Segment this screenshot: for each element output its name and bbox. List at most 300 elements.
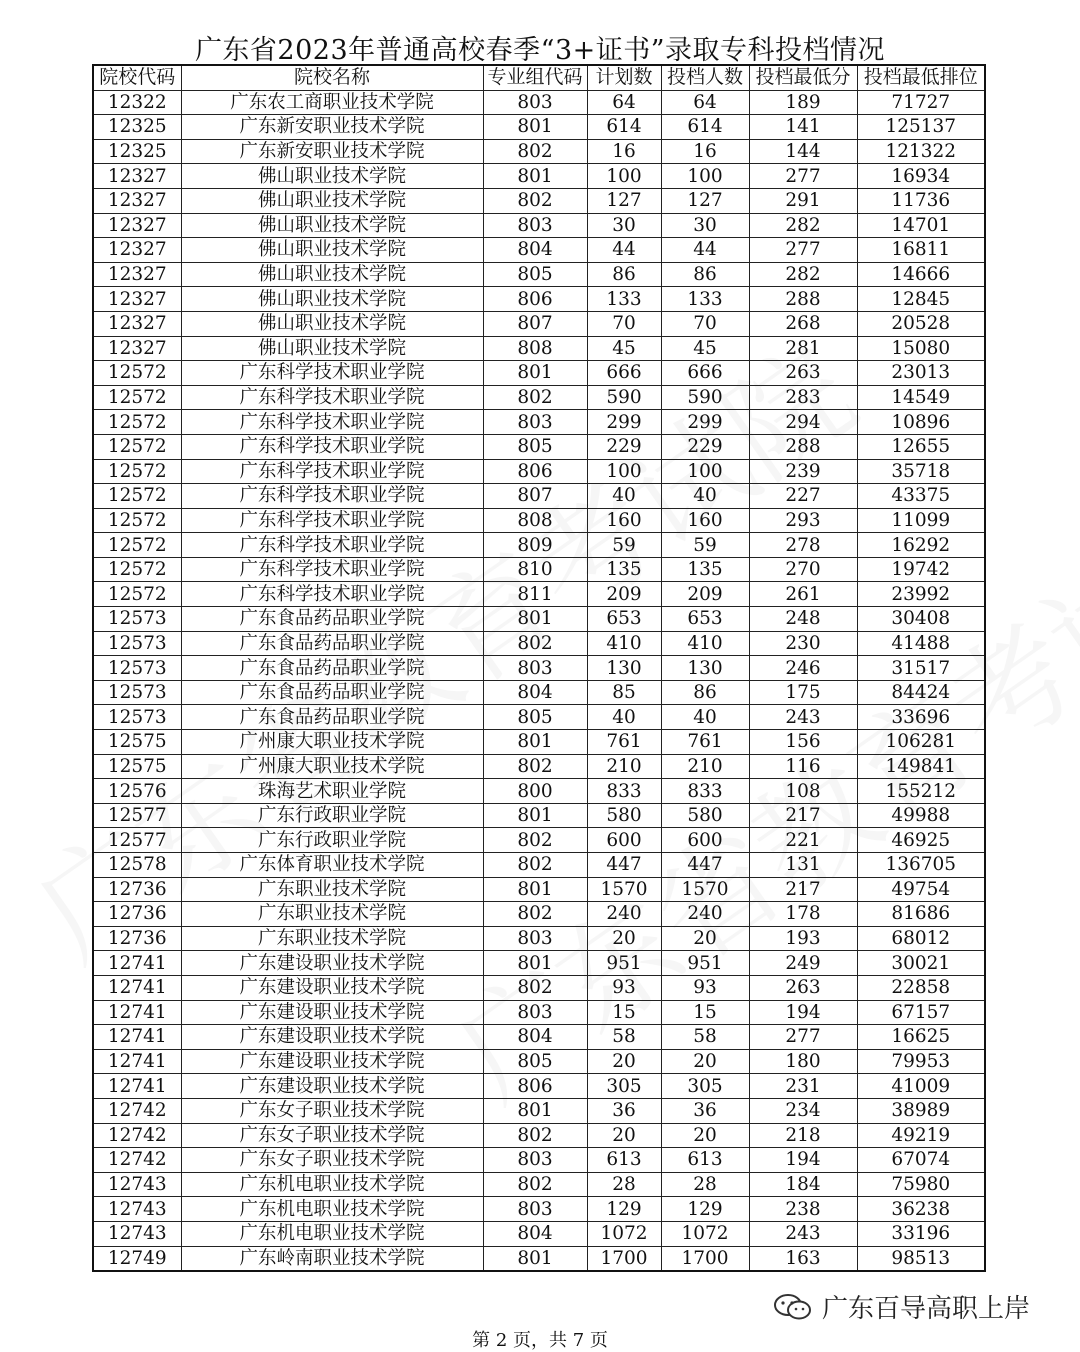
school-name-cell: 广东建设职业技术学院 [181, 1000, 483, 1025]
table-row [93, 115, 985, 140]
school-code-cell: 12572 [93, 410, 181, 435]
plan-count-cell: 70 [587, 311, 661, 336]
min-rank-cell: 41009 [857, 1074, 985, 1099]
plan-count-cell: 590 [587, 385, 661, 410]
admitted-count-cell: 93 [661, 975, 749, 1000]
min-rank-cell: 49754 [857, 877, 985, 902]
group-code-cell: 811 [483, 582, 587, 607]
group-code-cell: 803 [483, 1000, 587, 1025]
group-code-cell: 803 [483, 213, 587, 238]
school-code-cell: 12573 [93, 631, 181, 656]
school-code-cell: 12742 [93, 1148, 181, 1173]
plan-count-cell: 36 [587, 1098, 661, 1123]
table-row [93, 926, 985, 951]
plan-count-cell: 761 [587, 730, 661, 755]
admitted-count-cell: 653 [661, 607, 749, 632]
plan-count-cell: 240 [587, 902, 661, 927]
school-code-cell: 12742 [93, 1123, 181, 1148]
table-body [93, 90, 985, 1271]
min-score-cell: 234 [749, 1098, 857, 1123]
min-rank-cell: 30021 [857, 951, 985, 976]
group-code-cell: 804 [483, 1025, 587, 1050]
group-code-cell: 806 [483, 459, 587, 484]
school-name-cell: 佛山职业技术学院 [181, 164, 483, 189]
school-name-cell: 广东食品药品职业学院 [181, 631, 483, 656]
admitted-count-cell: 36 [661, 1098, 749, 1123]
admitted-count-cell: 30 [661, 213, 749, 238]
min-score-cell: 277 [749, 1025, 857, 1050]
school-code-cell: 12741 [93, 1049, 181, 1074]
plan-count-cell: 613 [587, 1148, 661, 1173]
table-row [93, 1197, 985, 1222]
admitted-count-cell: 614 [661, 115, 749, 140]
school-name-cell: 广东科学技术职业学院 [181, 484, 483, 509]
school-code-cell: 12325 [93, 139, 181, 164]
school-code-cell: 12736 [93, 926, 181, 951]
table-row [93, 1246, 985, 1271]
table-row [93, 262, 985, 287]
table-row [93, 656, 985, 681]
plan-count-cell: 64 [587, 90, 661, 115]
admitted-count-cell: 20 [661, 1049, 749, 1074]
min-rank-cell: 49219 [857, 1123, 985, 1148]
min-rank-cell: 19742 [857, 557, 985, 582]
min-rank-cell: 149841 [857, 754, 985, 779]
table-row [93, 1000, 985, 1025]
min-score-cell: 277 [749, 164, 857, 189]
min-rank-cell: 14666 [857, 262, 985, 287]
school-name-cell: 珠海艺术职业学院 [181, 779, 483, 804]
group-code-cell: 802 [483, 1172, 587, 1197]
table-row [93, 902, 985, 927]
header-group-code: 专业组代码 [483, 65, 587, 90]
admitted-count-cell: 209 [661, 582, 749, 607]
min-score-cell: 294 [749, 410, 857, 435]
group-code-cell: 808 [483, 508, 587, 533]
group-code-cell: 807 [483, 311, 587, 336]
school-code-cell: 12325 [93, 115, 181, 140]
group-code-cell: 803 [483, 926, 587, 951]
group-code-cell: 806 [483, 287, 587, 312]
table-header-row [93, 65, 985, 90]
min-score-cell: 180 [749, 1049, 857, 1074]
school-name-cell: 广东建设职业技术学院 [181, 951, 483, 976]
admitted-count-cell: 1700 [661, 1246, 749, 1271]
table-row [93, 1074, 985, 1099]
table-row [93, 1049, 985, 1074]
school-name-cell: 广东食品药品职业学院 [181, 607, 483, 632]
table-row [93, 385, 985, 410]
plan-count-cell: 127 [587, 188, 661, 213]
min-score-cell: 178 [749, 902, 857, 927]
admitted-count-cell: 1570 [661, 877, 749, 902]
min-rank-cell: 33696 [857, 705, 985, 730]
wechat-icon [772, 1292, 814, 1322]
group-code-cell: 801 [483, 607, 587, 632]
plan-count-cell: 100 [587, 459, 661, 484]
school-name-cell: 佛山职业技术学院 [181, 188, 483, 213]
admitted-count-cell: 70 [661, 311, 749, 336]
plan-count-cell: 45 [587, 336, 661, 361]
group-code-cell: 801 [483, 1098, 587, 1123]
min-score-cell: 227 [749, 484, 857, 509]
min-score-cell: 243 [749, 1221, 857, 1246]
school-code-cell: 12572 [93, 508, 181, 533]
admitted-count-cell: 229 [661, 434, 749, 459]
table-row [93, 1221, 985, 1246]
group-code-cell: 801 [483, 361, 587, 386]
group-code-cell: 803 [483, 1148, 587, 1173]
school-name-cell: 广东科学技术职业学院 [181, 582, 483, 607]
table-row [93, 287, 985, 312]
table-row [93, 754, 985, 779]
min-rank-cell: 136705 [857, 853, 985, 878]
school-name-cell: 佛山职业技术学院 [181, 287, 483, 312]
table-row [93, 1123, 985, 1148]
min-rank-cell: 41488 [857, 631, 985, 656]
admitted-count-cell: 305 [661, 1074, 749, 1099]
min-score-cell: 261 [749, 582, 857, 607]
plan-count-cell: 58 [587, 1025, 661, 1050]
group-code-cell: 803 [483, 656, 587, 681]
admitted-count-cell: 130 [661, 656, 749, 681]
table-row [93, 361, 985, 386]
plan-count-cell: 614 [587, 115, 661, 140]
table-row [93, 311, 985, 336]
school-code-cell: 12327 [93, 336, 181, 361]
page-title: 广东省2023年普通高校春季“3+证书”录取专科投档情况 [194, 35, 886, 66]
min-rank-cell: 16934 [857, 164, 985, 189]
min-score-cell: 217 [749, 877, 857, 902]
school-name-cell: 广东机电职业技术学院 [181, 1172, 483, 1197]
admitted-count-cell: 160 [661, 508, 749, 533]
admitted-count-cell: 28 [661, 1172, 749, 1197]
min-rank-cell: 67157 [857, 1000, 985, 1025]
admitted-count-cell: 127 [661, 188, 749, 213]
table-row [93, 410, 985, 435]
admitted-count-cell: 135 [661, 557, 749, 582]
admitted-count-cell: 951 [661, 951, 749, 976]
group-code-cell: 808 [483, 336, 587, 361]
min-score-cell: 193 [749, 926, 857, 951]
min-score-cell: 184 [749, 1172, 857, 1197]
header-min-rank: 投档最低排位 [857, 65, 985, 90]
group-code-cell: 805 [483, 434, 587, 459]
admitted-count-cell: 240 [661, 902, 749, 927]
min-rank-cell: 30408 [857, 607, 985, 632]
school-code-cell: 12573 [93, 656, 181, 681]
school-code-cell: 12573 [93, 680, 181, 705]
plan-count-cell: 299 [587, 410, 661, 435]
admitted-count-cell: 600 [661, 828, 749, 853]
group-code-cell: 804 [483, 1221, 587, 1246]
min-rank-cell: 36238 [857, 1197, 985, 1222]
min-rank-cell: 15080 [857, 336, 985, 361]
school-code-cell: 12327 [93, 262, 181, 287]
min-rank-cell: 16292 [857, 533, 985, 558]
min-score-cell: 217 [749, 803, 857, 828]
min-score-cell: 131 [749, 853, 857, 878]
admitted-count-cell: 59 [661, 533, 749, 558]
min-rank-cell: 31517 [857, 656, 985, 681]
table-row [93, 779, 985, 804]
admitted-count-cell: 45 [661, 336, 749, 361]
min-rank-cell: 71727 [857, 90, 985, 115]
school-name-cell: 广东机电职业技术学院 [181, 1221, 483, 1246]
min-score-cell: 263 [749, 975, 857, 1000]
school-code-cell: 12322 [93, 90, 181, 115]
min-score-cell: 230 [749, 631, 857, 656]
min-rank-cell: 35718 [857, 459, 985, 484]
min-score-cell: 239 [749, 459, 857, 484]
min-rank-cell: 12845 [857, 287, 985, 312]
group-code-cell: 801 [483, 115, 587, 140]
plan-count-cell: 580 [587, 803, 661, 828]
min-rank-cell: 67074 [857, 1148, 985, 1173]
plan-count-cell: 59 [587, 533, 661, 558]
school-name-cell: 广东科学技术职业学院 [181, 508, 483, 533]
school-code-cell: 12327 [93, 164, 181, 189]
table-row [93, 139, 985, 164]
school-code-cell: 12572 [93, 361, 181, 386]
header-min-score: 投档最低分 [749, 65, 857, 90]
min-rank-cell: 16811 [857, 238, 985, 263]
header-school-name: 院校名称 [181, 65, 483, 90]
plan-count-cell: 20 [587, 926, 661, 951]
group-code-cell: 802 [483, 828, 587, 853]
min-score-cell: 194 [749, 1000, 857, 1025]
school-code-cell: 12575 [93, 730, 181, 755]
plan-count-cell: 15 [587, 1000, 661, 1025]
admitted-count-cell: 100 [661, 459, 749, 484]
table-row [93, 951, 985, 976]
plan-count-cell: 210 [587, 754, 661, 779]
min-score-cell: 288 [749, 287, 857, 312]
admitted-count-cell: 613 [661, 1148, 749, 1173]
group-code-cell: 804 [483, 238, 587, 263]
school-name-cell: 广东科学技术职业学院 [181, 361, 483, 386]
min-rank-cell: 125137 [857, 115, 985, 140]
min-score-cell: 268 [749, 311, 857, 336]
school-name-cell: 佛山职业技术学院 [181, 238, 483, 263]
plan-count-cell: 410 [587, 631, 661, 656]
school-code-cell: 12572 [93, 385, 181, 410]
school-code-cell: 12743 [93, 1172, 181, 1197]
school-code-cell: 12743 [93, 1221, 181, 1246]
min-score-cell: 278 [749, 533, 857, 558]
min-score-cell: 144 [749, 139, 857, 164]
school-name-cell: 广东体育职业技术学院 [181, 853, 483, 878]
admitted-count-cell: 86 [661, 262, 749, 287]
admitted-count-cell: 580 [661, 803, 749, 828]
table-row [93, 730, 985, 755]
school-name-cell: 广东科学技术职业学院 [181, 557, 483, 582]
school-name-cell: 广东建设职业技术学院 [181, 975, 483, 1000]
school-name-cell: 广东科学技术职业学院 [181, 434, 483, 459]
admitted-count-cell: 20 [661, 926, 749, 951]
group-code-cell: 805 [483, 1049, 587, 1074]
min-score-cell: 221 [749, 828, 857, 853]
min-rank-cell: 75980 [857, 1172, 985, 1197]
group-code-cell: 800 [483, 779, 587, 804]
plan-count-cell: 209 [587, 582, 661, 607]
admitted-count-cell: 129 [661, 1197, 749, 1222]
plan-count-cell: 160 [587, 508, 661, 533]
table-row [93, 853, 985, 878]
min-score-cell: 293 [749, 508, 857, 533]
school-name-cell: 广东职业技术学院 [181, 902, 483, 927]
group-code-cell: 802 [483, 975, 587, 1000]
school-name-cell: 广东建设职业技术学院 [181, 1074, 483, 1099]
table-row [93, 680, 985, 705]
school-name-cell: 广东职业技术学院 [181, 877, 483, 902]
min-score-cell: 282 [749, 262, 857, 287]
min-score-cell: 248 [749, 607, 857, 632]
school-code-cell: 12572 [93, 459, 181, 484]
min-score-cell: 156 [749, 730, 857, 755]
table-row [93, 803, 985, 828]
min-score-cell: 277 [749, 238, 857, 263]
admitted-count-cell: 761 [661, 730, 749, 755]
min-score-cell: 291 [749, 188, 857, 213]
school-code-cell: 12573 [93, 607, 181, 632]
min-rank-cell: 20528 [857, 311, 985, 336]
admitted-count-cell: 590 [661, 385, 749, 410]
min-rank-cell: 22858 [857, 975, 985, 1000]
table-row [93, 1148, 985, 1173]
school-name-cell: 广东机电职业技术学院 [181, 1197, 483, 1222]
plan-count-cell: 40 [587, 484, 661, 509]
school-code-cell: 12743 [93, 1197, 181, 1222]
min-score-cell: 246 [749, 656, 857, 681]
school-name-cell: 广东建设职业技术学院 [181, 1049, 483, 1074]
header-admitted-count: 投档人数 [661, 65, 749, 90]
min-rank-cell: 23992 [857, 582, 985, 607]
school-name-cell: 广东女子职业技术学院 [181, 1148, 483, 1173]
plan-count-cell: 1072 [587, 1221, 661, 1246]
min-rank-cell: 121322 [857, 139, 985, 164]
min-rank-cell: 33196 [857, 1221, 985, 1246]
school-name-cell: 佛山职业技术学院 [181, 262, 483, 287]
school-code-cell: 12572 [93, 582, 181, 607]
min-score-cell: 283 [749, 385, 857, 410]
group-code-cell: 803 [483, 410, 587, 435]
school-name-cell: 广东女子职业技术学院 [181, 1098, 483, 1123]
min-rank-cell: 79953 [857, 1049, 985, 1074]
min-score-cell: 231 [749, 1074, 857, 1099]
school-code-cell: 12741 [93, 951, 181, 976]
table-row [93, 557, 985, 582]
group-code-cell: 802 [483, 188, 587, 213]
min-score-cell: 141 [749, 115, 857, 140]
school-name-cell: 广东新安职业技术学院 [181, 139, 483, 164]
admitted-count-cell: 100 [661, 164, 749, 189]
min-rank-cell: 155212 [857, 779, 985, 804]
school-code-cell: 12577 [93, 803, 181, 828]
admitted-count-cell: 833 [661, 779, 749, 804]
school-code-cell: 12575 [93, 754, 181, 779]
plan-count-cell: 129 [587, 1197, 661, 1222]
admitted-count-cell: 40 [661, 705, 749, 730]
table-row [93, 508, 985, 533]
group-code-cell: 805 [483, 262, 587, 287]
min-score-cell: 194 [749, 1148, 857, 1173]
table-row [93, 484, 985, 509]
admitted-count-cell: 44 [661, 238, 749, 263]
school-name-cell: 广东行政职业学院 [181, 828, 483, 853]
table-row [93, 877, 985, 902]
table-row [93, 188, 985, 213]
school-code-cell: 12742 [93, 1098, 181, 1123]
plan-count-cell: 86 [587, 262, 661, 287]
plan-count-cell: 40 [587, 705, 661, 730]
group-code-cell: 804 [483, 680, 587, 705]
table-row [93, 434, 985, 459]
min-score-cell: 281 [749, 336, 857, 361]
school-code-cell: 12741 [93, 1000, 181, 1025]
school-code-cell: 12577 [93, 828, 181, 853]
header-school-code: 院校代码 [93, 65, 181, 90]
admission-table [92, 64, 986, 1272]
group-code-cell: 803 [483, 1197, 587, 1222]
school-name-cell: 广东食品药品职业学院 [181, 656, 483, 681]
school-code-cell: 12741 [93, 1074, 181, 1099]
school-name-cell: 广东科学技术职业学院 [181, 385, 483, 410]
group-code-cell: 801 [483, 730, 587, 755]
min-score-cell: 163 [749, 1246, 857, 1271]
account-name: 广东百导高职上岸 [822, 1294, 1031, 1324]
group-code-cell: 801 [483, 164, 587, 189]
school-code-cell: 12749 [93, 1246, 181, 1271]
admitted-count-cell: 299 [661, 410, 749, 435]
school-code-cell: 12741 [93, 1025, 181, 1050]
school-code-cell: 12741 [93, 975, 181, 1000]
min-score-cell: 116 [749, 754, 857, 779]
admitted-count-cell: 410 [661, 631, 749, 656]
school-name-cell: 佛山职业技术学院 [181, 336, 483, 361]
plan-count-cell: 653 [587, 607, 661, 632]
admitted-count-cell: 86 [661, 680, 749, 705]
min-rank-cell: 23013 [857, 361, 985, 386]
table-row [93, 213, 985, 238]
school-name-cell: 广东岭南职业技术学院 [181, 1246, 483, 1271]
group-code-cell: 809 [483, 533, 587, 558]
table-row [93, 582, 985, 607]
group-code-cell: 801 [483, 803, 587, 828]
school-name-cell: 广东科学技术职业学院 [181, 459, 483, 484]
min-score-cell: 263 [749, 361, 857, 386]
school-code-cell: 12327 [93, 238, 181, 263]
admitted-count-cell: 447 [661, 853, 749, 878]
header-plan-count: 计划数 [587, 65, 661, 90]
min-rank-cell: 46925 [857, 828, 985, 853]
min-rank-cell: 16625 [857, 1025, 985, 1050]
school-name-cell: 广州康大职业技术学院 [181, 730, 483, 755]
school-code-cell: 12573 [93, 705, 181, 730]
admitted-count-cell: 16 [661, 139, 749, 164]
school-name-cell: 广东行政职业学院 [181, 803, 483, 828]
group-code-cell: 802 [483, 139, 587, 164]
admitted-count-cell: 666 [661, 361, 749, 386]
min-score-cell: 243 [749, 705, 857, 730]
min-rank-cell: 106281 [857, 730, 985, 755]
plan-count-cell: 1700 [587, 1246, 661, 1271]
school-name-cell: 佛山职业技术学院 [181, 213, 483, 238]
table-row [93, 631, 985, 656]
table-row [93, 1172, 985, 1197]
admitted-count-cell: 58 [661, 1025, 749, 1050]
admitted-count-cell: 40 [661, 484, 749, 509]
